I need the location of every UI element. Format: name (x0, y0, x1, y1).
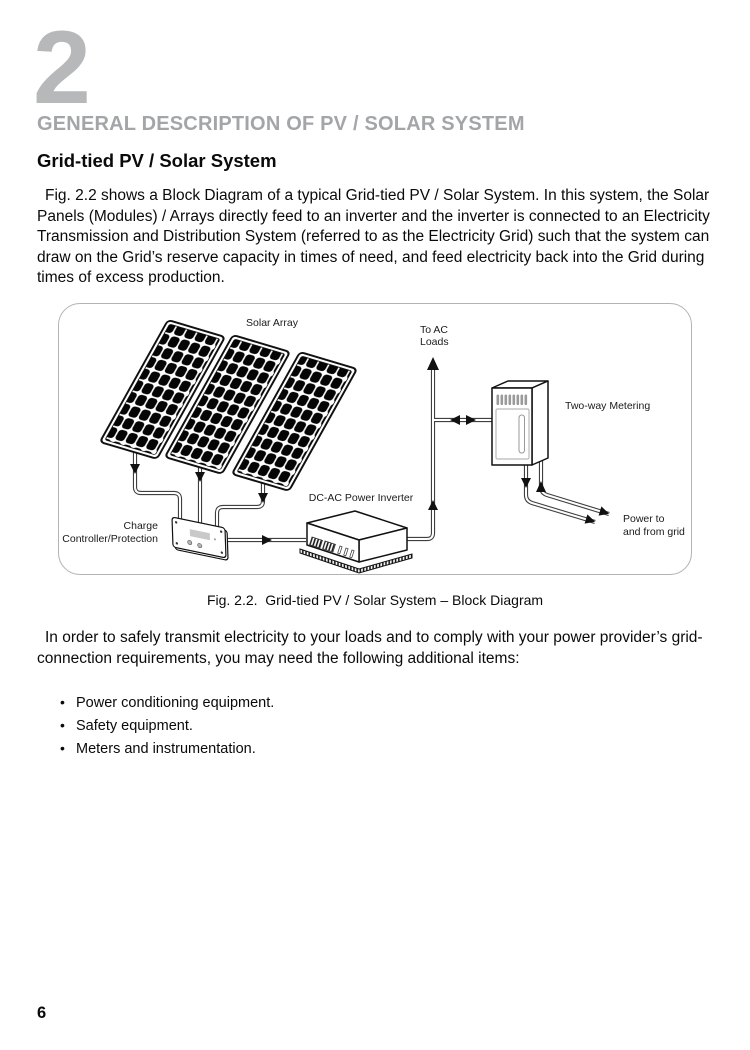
list-item (60, 694, 680, 717)
charge-controller-label-line2: Controller/Protection (61, 532, 158, 545)
items-paragraph: In order to safely transmit electricity to your loads and to comply with your power provider’s grid-connection requirements, you may need the following additional items: (37, 629, 703, 667)
bullet-icon: • (60, 717, 65, 733)
grid-label-line2: and from grid (622, 525, 685, 538)
solar-array-label: Solar Array (245, 316, 298, 329)
charge-controller-box (172, 517, 228, 560)
page-number: 6 (37, 1004, 47, 1022)
list-item (60, 740, 680, 763)
inverter-box (300, 511, 412, 573)
charge-controller-label-line1: Charge (123, 519, 158, 532)
two-way-metering-label: Two-way Metering (564, 399, 650, 412)
block-diagram-svg (58, 303, 692, 575)
block-diagram-figure (58, 303, 692, 575)
list-item-text: Power conditioning equipment. (76, 695, 275, 711)
chapter-title: GENERAL DESCRIPTION OF PV / SOLAR SYSTEM (37, 113, 525, 135)
intro-paragraph: Fig. 2.2 shows a Block Diagram of a typical Grid-tied PV / Solar System. In this system, the Solar Panels (Modules) / Arrays directly feed to an inverter and the inverter is connected to an Electricity Transmission and Distribution System (referred to as the Electricity Grid) such that the system can draw on the Grid’s reserve capacity in times of need, and feed electricity back into the Grid during times of excess production. (37, 187, 710, 287)
list-item (60, 717, 680, 740)
figure-caption: Fig. 2.2. Grid-tied PV / Solar System – Block Diagram (206, 592, 544, 608)
chapter-number: 2 (33, 10, 89, 126)
meter-box (492, 381, 548, 465)
list-item-text: Meters and instrumentation. (76, 741, 256, 757)
inverter-label: DC-AC Power Inverter (308, 491, 413, 504)
to-ac-loads-label-line2: Loads (419, 335, 449, 348)
additional-items-list (60, 694, 680, 763)
section-title: Grid-tied PV / Solar System (37, 150, 277, 171)
bullet-icon: • (60, 694, 65, 710)
to-ac-loads-label-line1: To AC (419, 323, 448, 336)
bullet-icon: • (60, 740, 65, 756)
list-item-text: Safety equipment. (76, 718, 193, 734)
grid-label-line1: Power to (622, 512, 664, 525)
